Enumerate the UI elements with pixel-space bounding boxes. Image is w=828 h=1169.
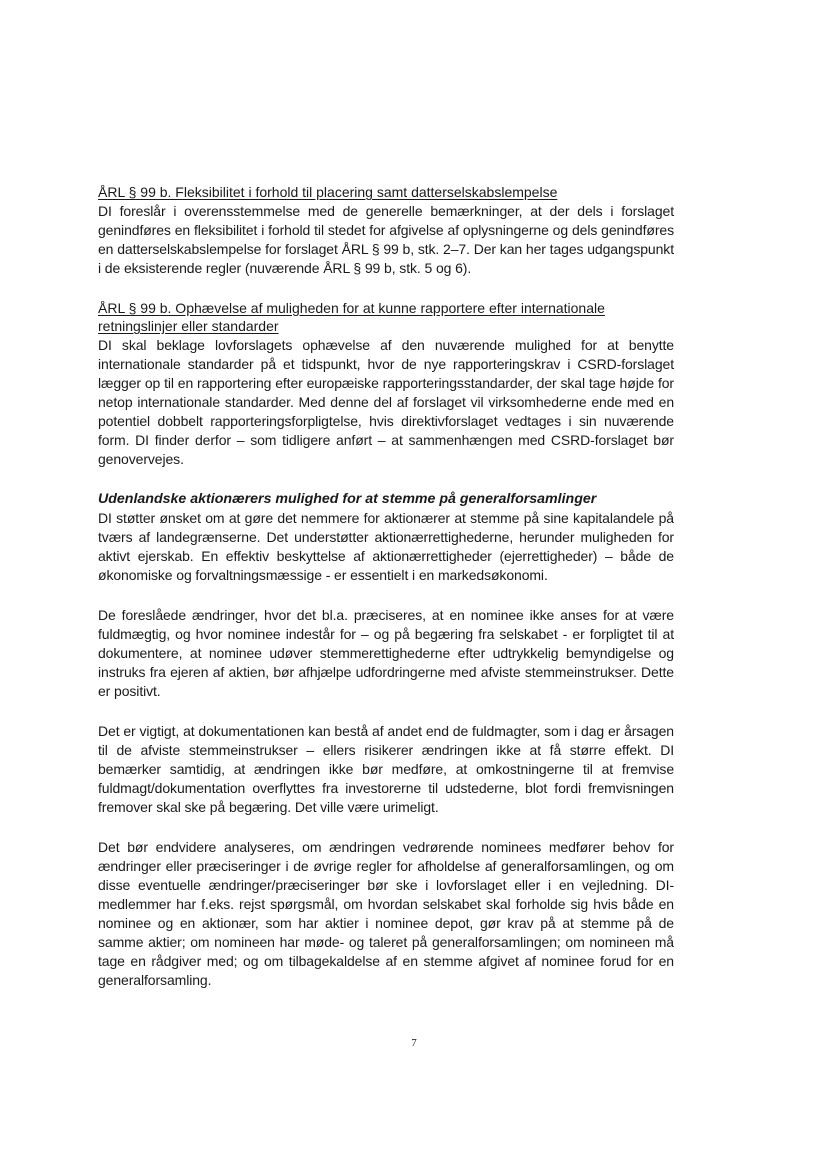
paragraph-block — [98, 606, 674, 701]
section-paragraph: DI foreslår i overensstemmelse med de generelle bemærkninger, at der dels i forslaget genindføres en fleksibilitet i forhold til stedet for afgivelse af oplysningerne og dels genindføres en datterselskabslempelse for forslaget ÅRL § 99 b, stk. 2–7. Der kan her tages udgangspunkt i de eksisterende regler (nuværende ÅRL § 99 b, stk. 5 og 6). — [98, 202, 674, 276]
document-body — [98, 183, 674, 1011]
section-heading: ÅRL § 99 b. Ophævelse af muligheden for at kunne rapportere efter internationale retningslinjer eller standarder — [98, 299, 605, 334]
body-paragraph: Det er vigtigt, at dokumentationen kan bestå af andet end de fuldmagter, som i dag er årsagen til de afviste stemmeinstrukser – ellers risikerer ændringen ikke at få større effekt. DI bemærker samtidig, at ændringen ikke bør medføre, at omkostningerne til at fremvise fuldmagt/dokumentation overflyttes fra investorerne til udstederne, blot fordi fremvisningen fremover skal ske på begæring. Det ville være urimeligt. — [98, 722, 674, 815]
body-paragraph: Det bør endvidere analyseres, om ændringen vedrørende nominees medfører behov for ændringer eller præciseringer i de øvrige regler for afholdelse af generalforsamlingen, og om disse eventuelle ændringer/præciseringer bør ske i lovforslaget eller i en vejledning. DI-medlemmer har f.eks. rejst spørgsmål, om hvordan selskabet skal forholde sig hvis både en nominee og en aktionær, som har aktier i nominee depot, gør krav på at stemme på de samme aktier; om nomineen har møde- og taleret på generalforsamlingen; om nomineen må tage en rådgiver med; og om tilbagekaldelse af en stemme afgivet af nominee forud for en generalforsamling. — [98, 838, 674, 988]
section-paragraph: DI støtter ønsket om at gøre det nemmere for aktionærer at stemme på sine kapitalandele på tværs af landegrænserne. Det understøtter aktionærrettighederne, herunder muligheden for aktivt ejerskab. En effektiv beskyttelse af aktionærrettigheder (ejerrettigheder) – både de økonomiske og forvaltningsmæssige - er essentielt i en markedsøkonomi. — [98, 509, 674, 583]
section-heading: ÅRL § 99 b. Fleksibilitet i forhold til placering samt datterselskabslempelse — [98, 184, 558, 200]
section-ophaevelse — [98, 299, 674, 469]
body-paragraph: De foreslåede ændringer, hvor det bl.a. præciseres, at en nominee ikke anses for at være fuldmægtig, og hvor nominee indestår for – og på begæring fra selskabet - er forpligtet til at dokumentere, at nominee udøver stemmerettighederne efter udtrykkelig bemyndigelse og instruks fra ejeren af aktien, bør afhjælpe udfordringerne med afviste stemmeinstrukser. Dette er positivt. — [98, 606, 674, 699]
paragraph-block — [98, 722, 674, 817]
paragraph-block — [98, 838, 674, 990]
section-paragraph: DI skal beklage lovforslagets ophævelse af den nuværende mulighed for at benytte internationale standarder på et tidspunkt, hvor de nye rapporteringskrav i CSRD-forslaget lægger op til en rapportering efter europæiske rapporteringsstandarder, der skal tage højde for netop internationale standarder. Med denne del af forslaget vil virksomhederne ende med en potentiel dobbelt rapporteringsforpligtelse, hvis direktivforslaget vedtages i sin nuværende form. DI finder derfor – som tidligere anført – at sammenhængen med CSRD-forslaget bør genovervejes. — [98, 336, 674, 467]
section-fleksibilitet — [98, 183, 674, 278]
section-udenlandske-aktionaerer — [98, 490, 674, 585]
page-number: 7 — [411, 1037, 417, 1049]
section-heading: Udenlandske aktionærers mulighed for at stemme på generalforsamlinger — [98, 490, 597, 507]
